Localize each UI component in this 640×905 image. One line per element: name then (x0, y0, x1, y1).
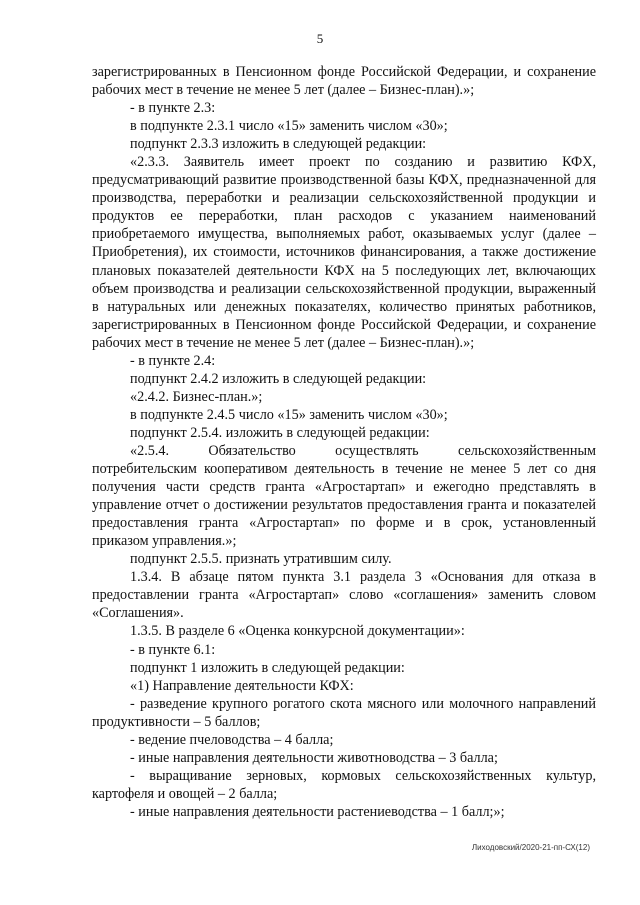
paragraph: в подпункте 2.4.5 число «15» заменить числом «30»; (130, 406, 448, 423)
paragraph: подпункт 2.3.3 изложить в следующей редакции: (130, 136, 427, 153)
paragraph: «2.4.2. Бизнес-план.»; (130, 388, 263, 405)
paragraph: - ведение пчеловодства – 4 балла; (130, 731, 334, 748)
document-body (92, 63, 596, 821)
paragraph: подпункт 1 изложить в следующей редакции: (130, 659, 405, 676)
paragraph: 1.3.5. В разделе 6 «Оценка конкурсной документации»: (130, 623, 465, 640)
paragraph: - иные направления деятельности растениеводства – 1 балл;»; (130, 803, 505, 820)
page-number: 5 (316, 31, 324, 46)
paragraph: - выращивание зерновых, кормовых сельскохозяйственных культур, картофеля и овощей – 2 балла; (92, 767, 596, 802)
paragraph: подпункт 2.5.5. признать утратившим силу. (130, 551, 392, 568)
paragraph: - в пункте 2.3: (130, 100, 216, 117)
paragraph: подпункт 2.5.4. изложить в следующей редакции: (130, 424, 430, 441)
paragraph: зарегистрированных в Пенсионном фонде Российской Федерации, и сохранение рабочих мест в течение не менее 5 лет (далее – Бизнес-план).»; (92, 64, 596, 99)
paragraph: в подпункте 2.3.1 число «15» заменить числом «30»; (130, 118, 448, 135)
paragraph: подпункт 2.4.2 изложить в следующей редакции: (130, 370, 427, 387)
paragraph: «2.5.4. Обязательство осуществлять сельскохозяйственным потребительским кооперативом деятельность в течение не менее 5 лет со дня получения части средств гранта «Агростартап» и ежегодно представлять в управление отчет о достижении результатов предоставления гранта и показателей предоставления гранта «Агростартап» по форме и в срок, установленный приказом управления.»; (92, 442, 596, 550)
paragraph: - в пункте 6.1: (130, 641, 216, 658)
paragraph: - разведение крупного рогатого скота мясного или молочного направлений продуктивности – 5 баллов; (92, 695, 596, 730)
paragraph: - в пункте 2.4: (130, 352, 216, 369)
document-code: Лиходовский/2020-21-пп-СХ(12) (471, 843, 590, 852)
paragraph: - иные направления деятельности животноводства – 3 балла; (130, 749, 498, 766)
paragraph: «2.3.3. Заявитель имеет проект по созданию и развитию КФХ, предусматривающий развитие производственной базы КФХ, предназначенной для производства, переработки и реализации сельскохозяйственной продукции и продуктов ее переработки, план расходов с указанием наименований приобретаемого имущества, выполняемых работ, оказываемых услуг (далее – Приобретения), их стоимости, источников финансирования, а также достижение плановых показателей деятельности КФХ на 5 последующих лет, включающих объем производства и реализации сельскохозяйственной продукции, выраженный в натуральных или денежных показателях, количество принятых работников, зарегистрированных в Пенсионном фонде Российской Федерации, и сохранение рабочих мест в течение не менее 5 лет (далее – Бизнес-план).»; (92, 154, 596, 351)
paragraph: 1.3.4. В абзаце пятом пункта 3.1 раздела 3 «Основания для отказа в предоставлении гранта «Агростартап» слово «соглашения» заменить словом «Соглашения». (92, 569, 596, 622)
paragraph: «1) Направление деятельности КФХ: (130, 677, 354, 694)
